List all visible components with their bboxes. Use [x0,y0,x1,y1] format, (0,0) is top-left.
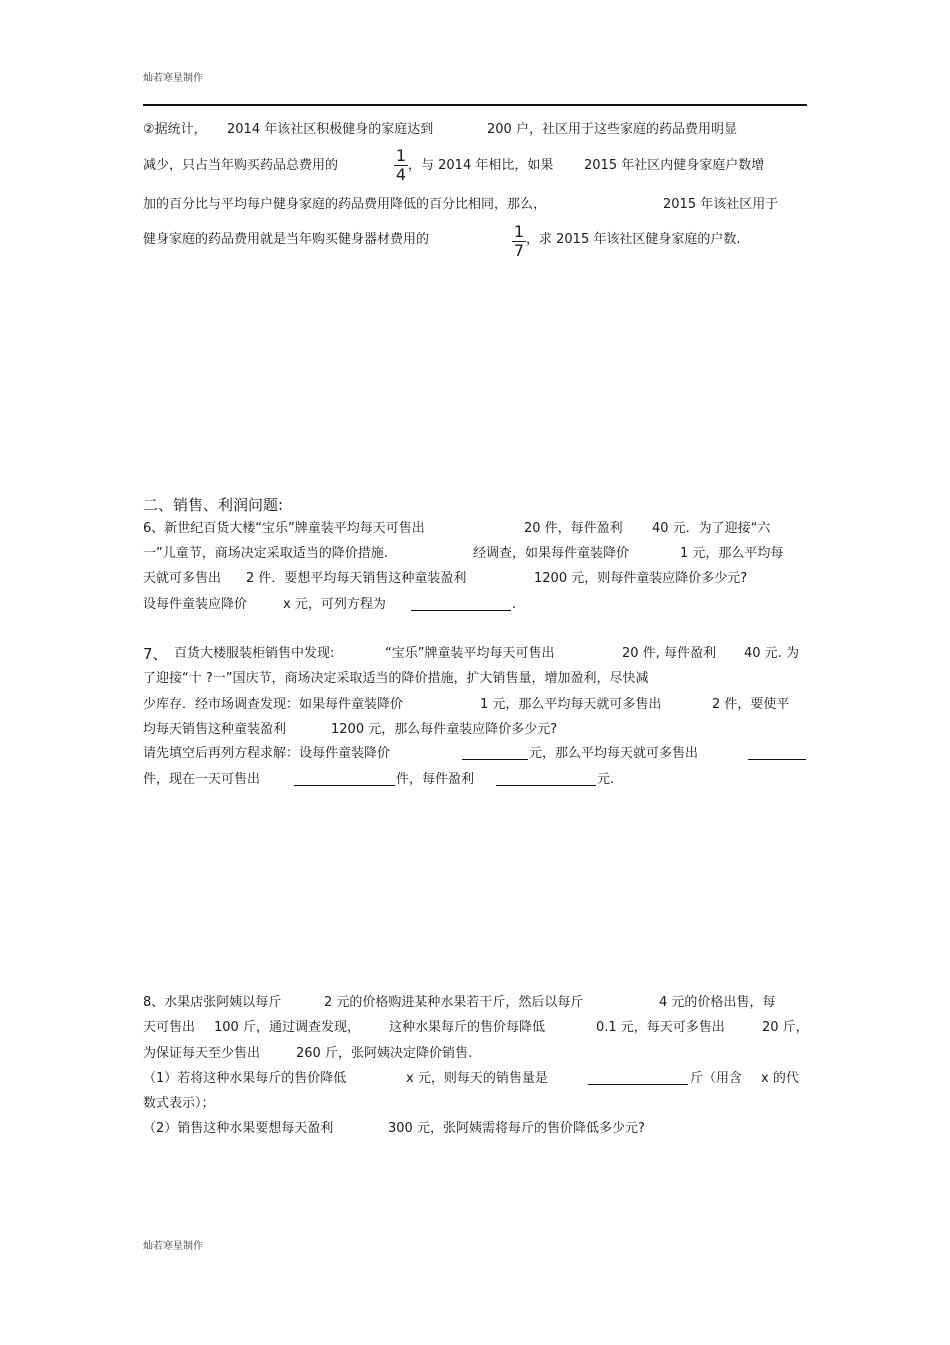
section-title: 二、销售、利润问题: [143,496,284,514]
q7-l1-d: 40 元. 为 [744,646,799,661]
q8-l2-e: 20 斤， [762,1020,809,1035]
q7-extra-sales-blank[interactable] [748,745,806,760]
q6-equation-blank[interactable] [411,596,511,611]
p2-l2-b: ，与 2014 年相比，如果 [408,158,554,173]
q8-l4-a: （1）若将这种水果每斤的售价降低 [143,1071,347,1086]
q6-l4-a: 设每件童装应降价 [143,597,248,612]
q8-l3-a: 为保证每天至少售出 [143,1046,261,1061]
q7-daily-sales-blank[interactable] [294,771,395,786]
q8-l2-c: 这种水果每斤的售价每降低 [389,1020,546,1035]
q8-l6-b: 300 元，张阿姨需将每斤的售价降低多少元? [388,1121,645,1136]
q8-l2-b: 100 斤，通过调查发现， [214,1020,360,1035]
frac1-num: 1 [395,146,407,165]
q7-l3-b: 1 元，那么平均每天就可多售出 [480,697,662,712]
q6-l4-b: x 元，可列方程为 [283,597,386,612]
q8-sales-volume-blank[interactable] [588,1070,688,1085]
frac2-den: 7 [513,241,525,260]
p2-l2-a: 减少，只占当年购买药品总费用的 [143,158,339,173]
q8-l1-c: 4 元的价格出售，每 [659,995,776,1010]
q7-l6-b: 件，每件盈利 [396,772,475,787]
p2-l2-c: 2015 年社区内健身家庭户数增 [584,158,765,173]
page-footer: 灿若寒星制作 [143,1241,203,1252]
q7-l1-b: “宝乐”牌童装平均每天可售出 [385,646,555,661]
q7-profit-blank[interactable] [496,771,596,786]
q8-l5-a: 数式表示）； [143,1096,215,1111]
q6-l2-b: 经调查，如果每件童装降价 [473,546,630,561]
q7-l4-a: 均每天销售这种童装盈利 [143,722,287,737]
q7-l3-a: 少库存．经市场调查发现：如果每件童装降价 [143,697,404,712]
q8-l3-b: 260 斤，张阿姨决定降价销售. [296,1046,473,1061]
q8-l1-a: 8、水果店张阿姨以每斤 [143,995,282,1010]
p2-l1-b: 2014 年该社区积极健身的家庭达到 [227,122,434,137]
q6-l2-c: 1 元，那么平均每 [680,546,784,561]
header-rule [143,104,807,106]
q7-l5-b: 元，那么平均每天就可多售出 [529,746,699,761]
q8-l4-c: 斤（用含 [690,1071,743,1086]
p2-l1-a: ②据统计， [143,122,207,137]
fraction-one-quarter [394,148,408,183]
q6-l1-b: 20 件，每件盈利 [524,521,623,536]
q6-l2-a: 一”儿童节，商场决定采取适当的降价措施. [143,546,388,561]
q8-l4-b: x 元，则每天的销售量是 [406,1071,548,1086]
q8-l6-a: （2）销售这种水果要想每天盈利 [143,1121,334,1136]
q7-l4-b: 1200 元，那么每件童装应降价多少元? [331,722,558,737]
q7-l6-a: 件，现在一天可售出 [143,772,261,787]
q7-l5-a: 请先填空后再列方程求解：设每件童装降价 [143,746,391,761]
q6-l1-a: 6、新世纪百货大楼“宝乐”牌童装平均每天可售出 [143,521,425,536]
p2-l3-a: 加的百分比与平均每户健身家庭的药品费用降低的百分比相同，那么， [143,197,547,212]
q7-l2-a: 了迎接“十 ?一”国庆节，商场决定采取适当的降价措施，扩大销售量，增加盈利，尽快减 [143,671,649,686]
q8-l4-d: x 的代 [761,1071,799,1086]
q8-l2-d: 0.1 元，每天可多售出 [596,1020,725,1035]
q6-l4-c: . [512,597,517,612]
q7-price-drop-blank[interactable] [462,745,528,760]
q7-l1-c: 20 件, 每件盈利 [622,646,716,661]
q6-l3-a: 天就可多售出 [143,571,222,586]
p2-l4-b: ，求 2015 年该社区健身家庭的户数. [526,232,741,247]
frac2-num: 1 [513,222,525,241]
page-header: 灿若寒星制作 [143,73,203,84]
q6-l3-b: 2 件．要想平均每天销售这种童装盈利 [246,571,467,586]
q6-l3-c: 1200 元，则每件童装应降价多少元? [534,571,748,586]
q7-l1-a: 百货大楼服装柜销售中发现: [174,646,335,661]
fraction-one-seventh [512,224,526,259]
p2-l4-a: 健身家庭的药品费用就是当年购买健身器材费用的 [143,232,430,247]
p2-l3-b: 2015 年该社区用于 [663,197,779,212]
q6-l1-c: 40 元．为了迎接“六 [652,521,771,536]
q7-l6-c: 元. [597,772,615,787]
q7-number: 7、 [143,645,168,663]
frac1-den: 4 [395,165,407,184]
q8-l2-a: 天可售出 [143,1020,196,1035]
q8-l1-b: 2 元的价格购进某种水果若干斤，然后以每斤 [324,995,584,1010]
p2-l1-c: 200 户，社区用于这些家庭的药品费用明显 [487,122,737,137]
q7-l3-c: 2 件，要使平 [712,697,790,712]
